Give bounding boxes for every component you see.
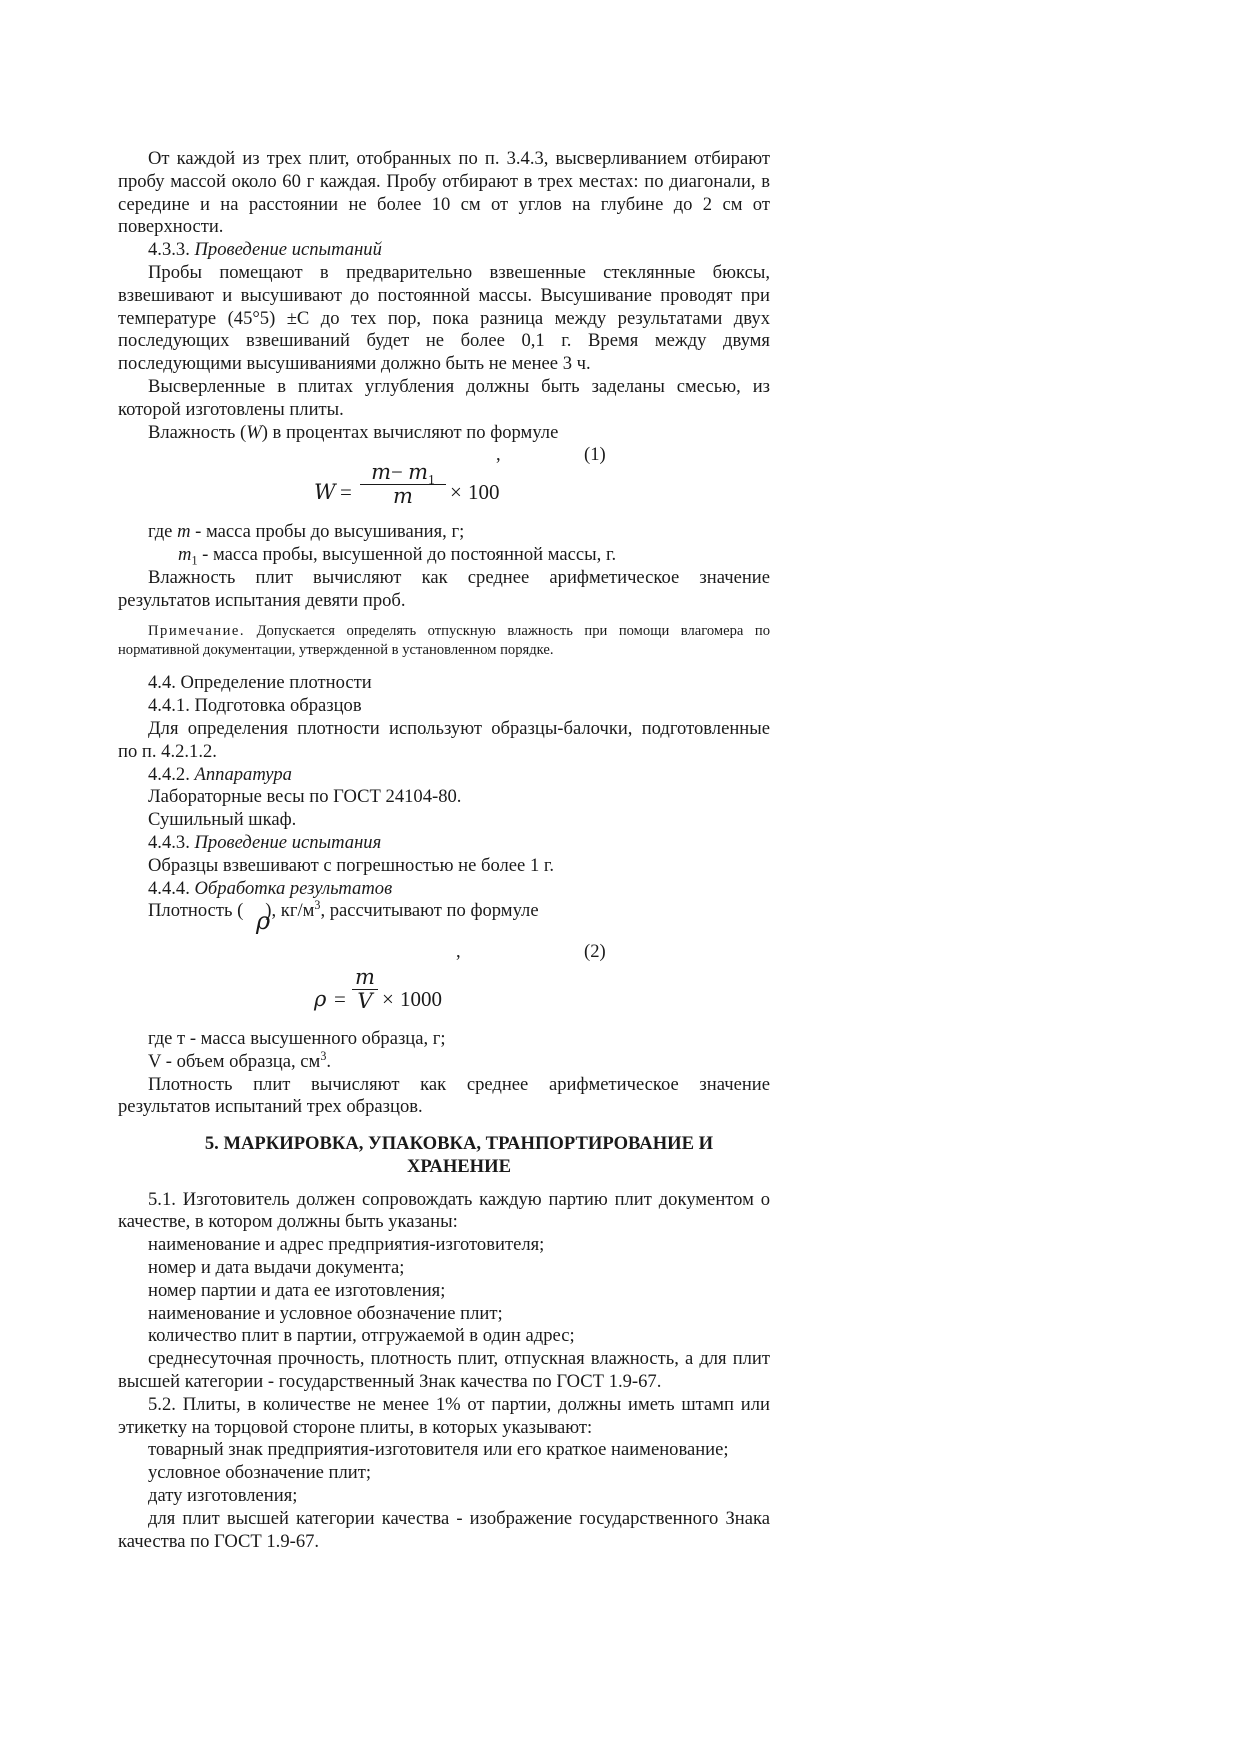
text-fragment: - масса пробы, высушенной до постоянной массы, г. [197,543,617,565]
list-item: количество плит в партии, отгружаемой в один адрес; [148,1325,575,1347]
text-fragment: V - объем образца, см [148,1050,321,1072]
var-m1: m [408,460,429,485]
paragraph-holes: Высверленные в плитах углубления должны быть заделаны смесью, из которой изготовлены плиты. [118,375,770,420]
formula-lhs: ρ [314,986,327,1011]
paragraph-humidity-formula-intro [118,422,770,445]
rho-symbol: ρ [256,907,271,936]
formula-lhs: W [314,480,336,505]
list-item: среднесуточная прочность, плотность плит, отпускная влажность, а для плит высшей категории - государственный Знак качества по ГОСТ 1.9-67. [118,1348,770,1393]
subsection-4-3-3 [118,239,770,262]
where-line-mass: где т - масса высушенного образца, г; [148,1027,446,1049]
subsection-4-4-4 [118,878,770,901]
list-item: наименование и условное обозначение плит; [148,1302,503,1324]
where-line-m1 [118,544,770,567]
subsection-number: 4.3.3. [148,239,190,261]
note-text: Допускается определять отпускную влажность при помощи влагомера по нормативной документации, утвержденной в установленном порядке. [118,623,770,659]
list-item: номер партии и дата ее изготовления; [148,1279,446,1301]
paragraph-5-1: 5.1. Изготовитель должен сопровождать каждую партию плит документом о качестве, в котором должны быть указаны: [118,1188,770,1233]
section-5-heading [118,1133,770,1179]
subsection-number: 4.4.2. [148,763,190,785]
equipment-scales: Лабораторные весы по ГОСТ 24104-80. [148,786,462,808]
text-fragment: ), кг/м [265,900,315,922]
subsection-4-4-1-title: 4.4.1. Подготовка образцов [148,695,362,717]
paragraph-sampling: От каждой из трех плит, отобранных по п. 3.4.3, высверливанием отбирают пробу массой около 60 г каждая. Пробу отбирают в трех местах: по диагонали, в середине и на расстоянии не более 10 см от углов на глубине до 2 см от поверхности. [118,148,770,238]
fraction-denominator: V [357,988,373,1013]
var-m: m [371,460,392,485]
text-fragment: , рассчитывают по формуле [320,900,539,922]
variable-m: m [177,521,191,543]
heading-line: ХРАНЕНИЕ [406,1155,512,1177]
subscript: 1 [191,553,198,568]
paragraph-5-2: 5.2. Плиты, в количестве не менее 1% от партии, должны иметь штамп или этикетку на торцовой стороне плиты, в которых указывают: [118,1393,770,1438]
formula-factor: 1000 [400,986,442,1011]
formula-1 [118,460,770,521]
superscript: 3 [314,898,321,913]
heading-line: 5. МАРКИРОВКА, УПАКОВКА, ТРАНПОРТИРОВАНИЕ И [204,1133,714,1155]
list-item: номер и дата выдачи документа; [148,1257,405,1279]
superscript: 3 [320,1048,327,1063]
paragraph-density-average: Плотность плит вычисляют как среднее арифметическое значение результатов испытаний трех образцов. [118,1073,770,1118]
text-fragment: - масса пробы до высушивания, г; [190,521,465,543]
list-item: товарный знак предприятия-изготовителя или его краткое наименование; [148,1439,729,1461]
subsection-4-4-2 [118,764,770,787]
where-line-volume [118,1048,770,1074]
formula-2 [118,964,770,1028]
formula-comma: , [496,444,501,466]
variable-m1: m [178,543,192,565]
formula-fraction [352,966,378,1013]
subsection-title: Обработка результатов [194,877,393,899]
minus-sign: − [391,460,403,485]
formula-2-label-line [118,941,770,964]
paragraph-humidity-average: Влажность плит вычисляют как среднее арифметическое значение результатов испытания девяти проб. [118,566,770,611]
note [118,622,770,660]
formula-equals: = [340,480,352,505]
document-page [118,148,770,1553]
variable-w: W [246,421,262,443]
subsection-4-4-3 [118,832,770,855]
subsection-title: Проведение испытания [194,831,382,853]
section-4-4-title: 4.4. Определение плотности [148,672,372,694]
text-fragment: где [148,521,178,543]
subsection-title: Проведение испытаний [194,239,382,261]
formula-comma: , [456,941,461,963]
formula-equals: = [334,986,346,1011]
text-fragment: ) в процентах вычисляют по формуле [261,421,559,443]
equipment-oven: Сушильный шкаф. [148,809,297,831]
paragraph-density-intro [118,898,770,936]
text-fragment: Плотность ( [148,900,244,922]
fraction-denominator: m [393,483,413,508]
note-label: Примечание. [148,623,246,640]
list-item: наименование и адрес предприятия-изготовителя; [148,1234,545,1256]
formula-times: × [450,480,462,505]
subsection-number: 4.4.4. [148,877,190,899]
paragraph-drying: Пробы помещают в предварительно взвешенные стеклянные бюксы, взвешивают и высушивают до постоянной массы. Высушивание проводят при температуре (45°5) ±С до тех пор, пока разница между результатами двух последующих взвешиваний будет не более 0,1 г. Время между двумя последующими высушиваниями должно быть не менее 3 ч. [118,261,770,375]
fraction-numerator [360,460,446,488]
fraction-numerator: m [355,964,375,989]
text-fragment: . [326,1050,332,1072]
subsection-number: 4.4.3. [148,831,190,853]
formula-times: × [382,986,394,1011]
paragraph-weighing: Образцы взвешивают с погрешностью не более 1 г. [148,854,555,876]
paragraph-samples: Для определения плотности используют образцы-балочки, подготовленные по п. 4.2.1.2. [118,717,770,762]
subsection-title: Аппаратура [194,763,292,785]
formula-number: (2) [584,941,606,963]
list-item: условное обозначение плит; [148,1462,372,1484]
formula-number: (1) [584,444,606,466]
list-item: для плит высшей категории качества - изображение государственного Знака качества по ГОСТ 1.9-67. [118,1507,770,1552]
formula-factor: 100 [468,480,500,505]
subscript: 1 [428,472,435,488]
formula-fraction [360,461,446,508]
text-fragment: Влажность ( [148,421,247,443]
where-line-m [118,521,770,544]
list-item: дату изготовления; [148,1485,298,1507]
